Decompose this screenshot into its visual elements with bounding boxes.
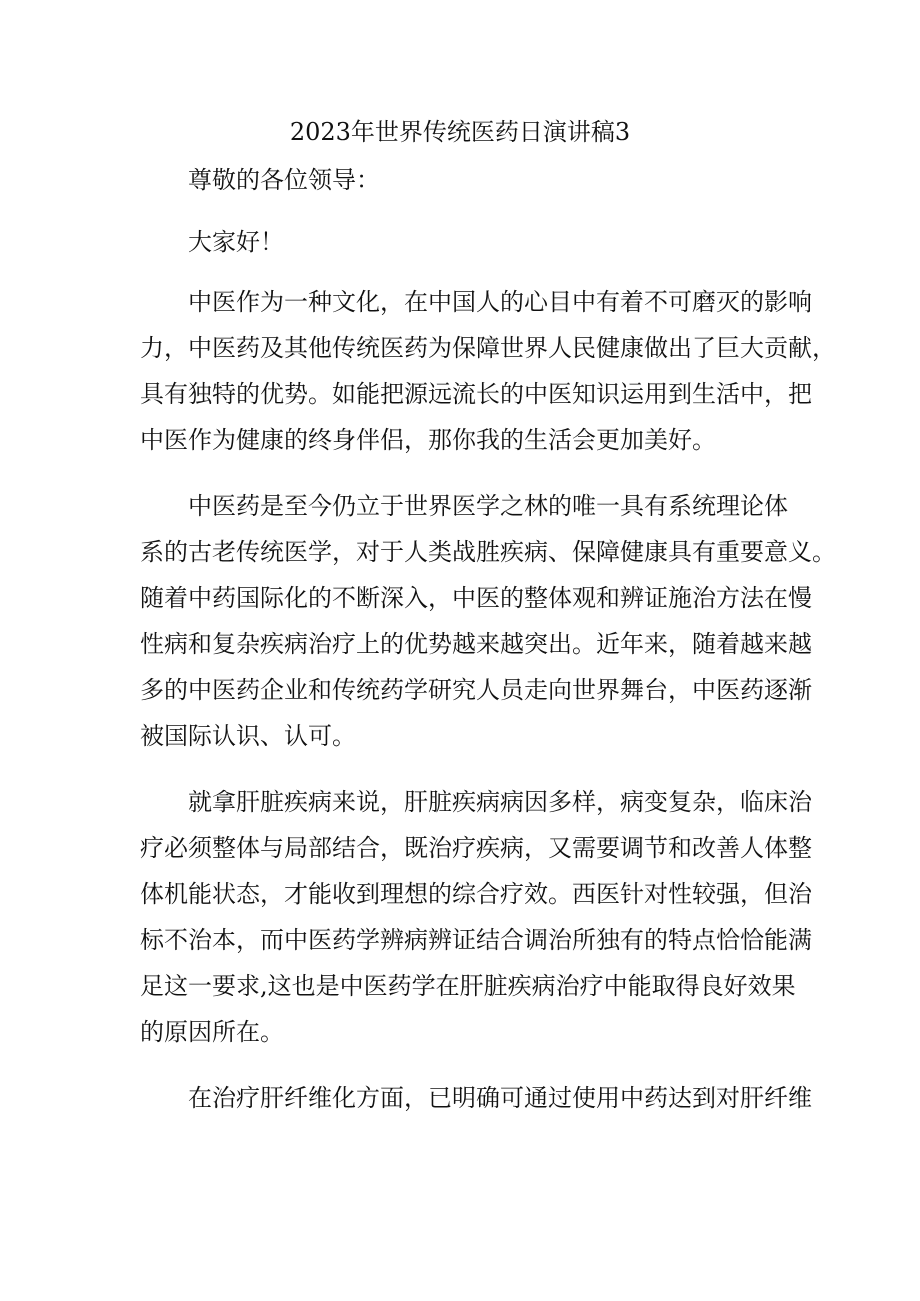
paragraph-3-line-4: 标不治本，而中医药学辨病辨证结合调治所独有的特点恰恰能满	[140, 926, 812, 954]
paragraph-2-line-1: 中医药是至今仍立于世界医学之林的唯一具有系统理论体	[188, 492, 788, 520]
paragraph-3-line-2: 疗必须整体与局部结合，既治疗疾病，又需要调节和改善人体整	[140, 834, 812, 862]
paragraph-2-line-2: 系的古老传统医学，对于人类战胜疾病、保障健康具有重要意义。	[140, 538, 836, 566]
paragraph-3-line-5: 足这一要求,这也是中医药学在肝脏疾病治疗中能取得良好效果	[140, 972, 796, 1000]
paragraph-1-line-4: 中医作为健康的终身伴侣，那你我的生活会更加美好。	[140, 426, 716, 454]
paragraph-4-line-1: 在治疗肝纤维化方面，已明确可通过使用中药达到对肝纤维	[188, 1084, 812, 1112]
paragraph-3-line-3: 体机能状态，才能收到理想的综合疗效。西医针对性较强，但治	[140, 880, 812, 908]
paragraph-3-line-1: 就拿肝脏疾病来说，肝脏疾病病因多样，病变复杂，临床治	[188, 788, 812, 816]
paragraph-1-line-3: 具有独特的优势。如能把源远流长的中医知识运用到生活中，把	[140, 380, 812, 408]
paragraph-2-line-6: 被国际认识、认可。	[140, 722, 356, 750]
paragraph-1-line-2: 力，中医药及其他传统医药为保障世界人民健康做出了巨大贡献，	[140, 334, 836, 362]
greeting: 大家好！	[188, 228, 284, 256]
paragraph-2-line-4: 性病和复杂疾病治疗上的优势越来越突出。近年来，随着越来越	[140, 630, 812, 658]
paragraph-2-line-5: 多的中医药企业和传统药学研究人员走向世界舞台，中医药逐渐	[140, 676, 812, 704]
paragraph-1-line-1: 中医作为一种文化，在中国人的心目中有着不可磨灭的影响	[188, 288, 812, 316]
document-title: 2023年世界传统医药日演讲稿3	[289, 118, 631, 146]
paragraph-3-line-6: 的原因所在。	[140, 1018, 284, 1046]
salutation: 尊敬的各位领导：	[188, 166, 380, 194]
paragraph-2-line-3: 随着中药国际化的不断深入，中医的整体观和辨证施治方法在慢	[140, 584, 812, 612]
